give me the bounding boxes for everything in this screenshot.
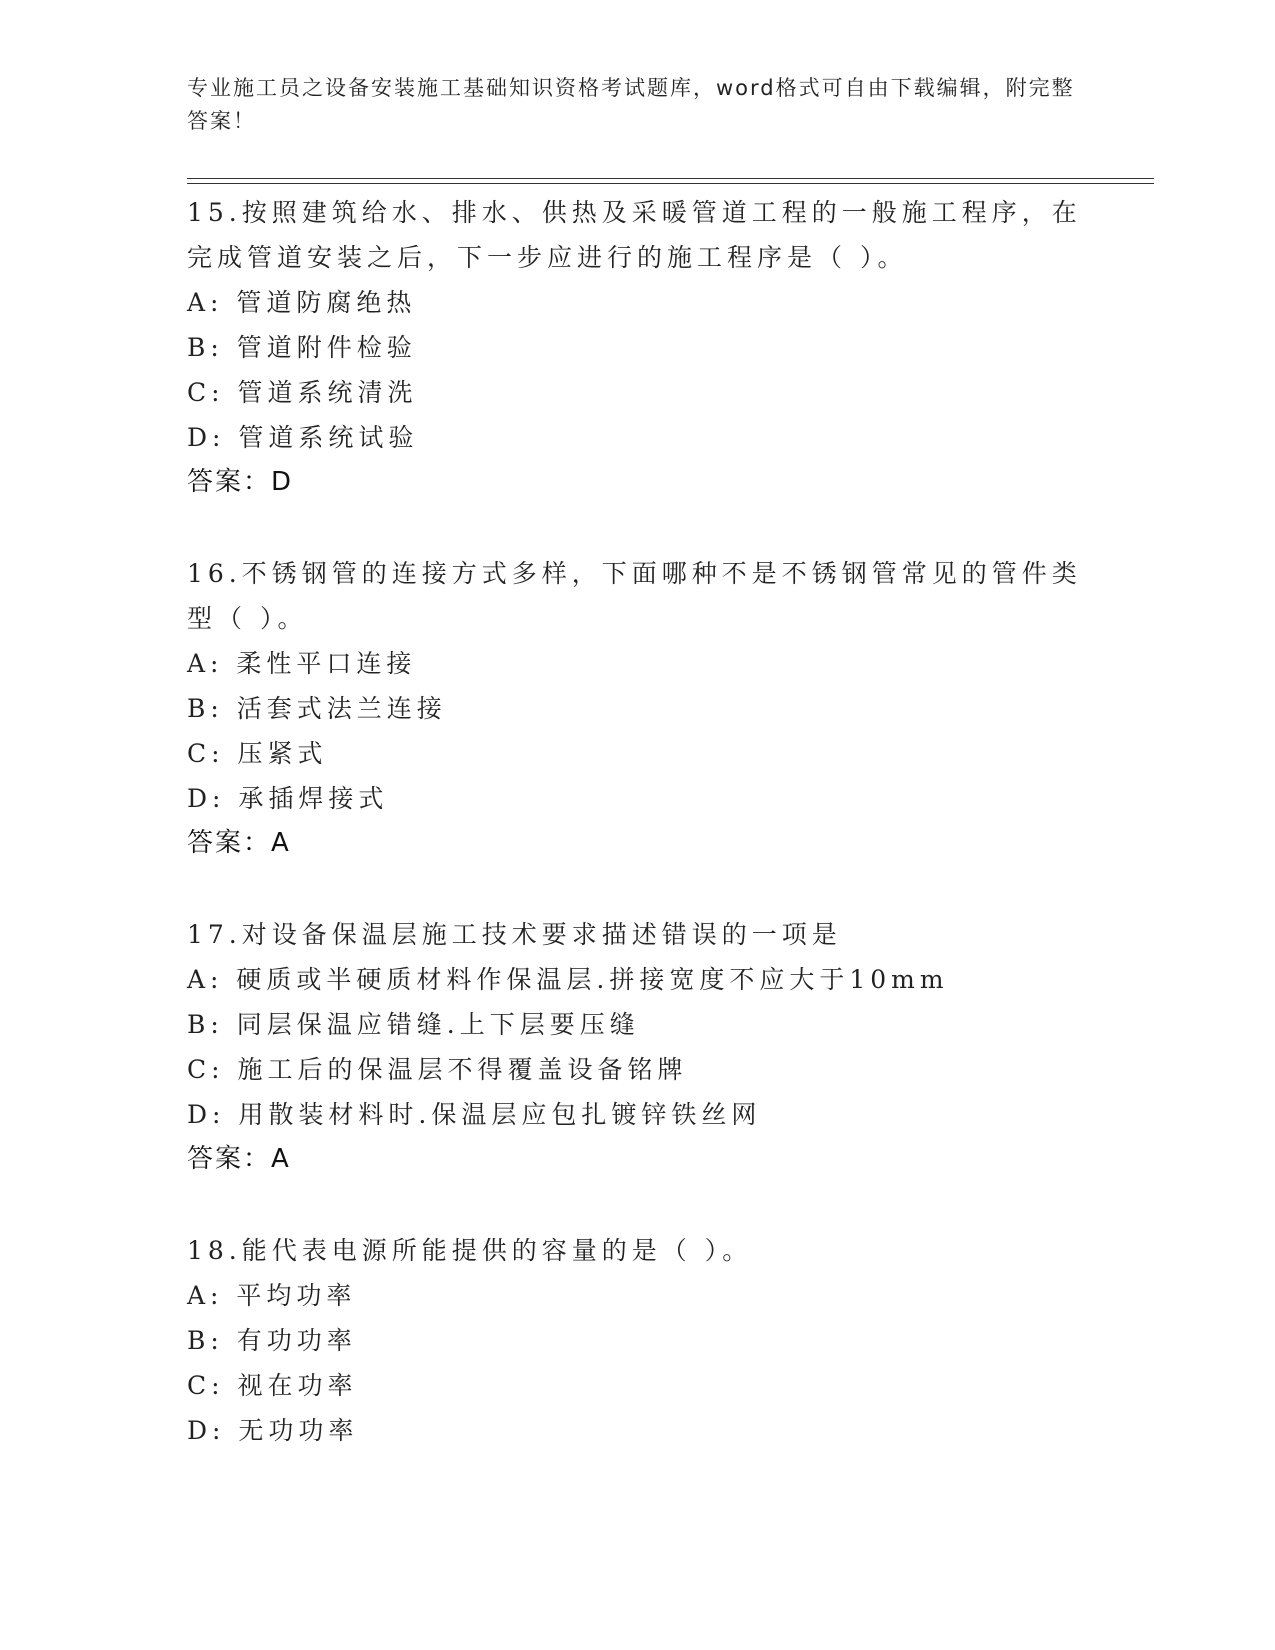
option-b: B: 有功功率: [187, 1326, 357, 1355]
question-stem: 16.不锈钢管的连接方式多样，下面哪种不是不锈钢管常见的管件类型（ ）。: [187, 559, 1082, 633]
question-list: [187, 190, 1087, 1499]
header-divider-bottom: [187, 183, 1154, 184]
option-c: C: 施工后的保温层不得覆盖设备铭牌: [187, 1055, 688, 1084]
question-stem: 15.按照建筑给水、排水、供热及采暖管道工程的一般施工程序，在完成管道安装之后，下一步应进行的施工程序是（ ）。: [187, 198, 1082, 272]
option-a: A: 硬质或半硬质材料作保温层.拼接宽度不应大于10mm: [187, 965, 949, 994]
answer-label: 答案：A: [187, 828, 291, 858]
answer-label: 答案：A: [187, 1144, 291, 1174]
option-a: A: 平均功率: [187, 1281, 357, 1310]
question-16: [187, 551, 1087, 866]
option-b: B: 活套式法兰连接: [187, 694, 447, 723]
option-b: B: 同层保温应错缝.上下层要压缝: [187, 1010, 640, 1039]
option-d: D: 承插焊接式: [187, 784, 389, 813]
option-b: B: 管道附件检验: [187, 333, 417, 362]
option-c: C: 压紧式: [187, 739, 328, 768]
option-c: C: 管道系统清洗: [187, 378, 418, 407]
option-d: D: 用散装材料时.保温层应包扎镀锌铁丝网: [187, 1100, 762, 1129]
option-a: A: 管道防腐绝热: [187, 288, 417, 317]
document-header: 专业施工员之设备安装施工基础知识资格考试题库，word格式可自由下载编辑，附完整答案！: [187, 76, 1075, 133]
option-a: A: 柔性平口连接: [187, 649, 417, 678]
question-15: [187, 190, 1087, 505]
header-divider-top: [187, 178, 1154, 179]
question-18: [187, 1228, 1087, 1453]
option-d: D: 无功功率: [187, 1416, 359, 1445]
question-17: [187, 912, 1087, 1182]
question-stem: 18.能代表电源所能提供的容量的是（ ）。: [187, 1236, 753, 1265]
option-d: D: 管道系统试验: [187, 423, 419, 452]
option-c: C: 视在功率: [187, 1371, 358, 1400]
question-stem: 17.对设备保温层施工技术要求描述错误的一项是: [187, 920, 842, 949]
answer-label: 答案：D: [187, 467, 294, 497]
